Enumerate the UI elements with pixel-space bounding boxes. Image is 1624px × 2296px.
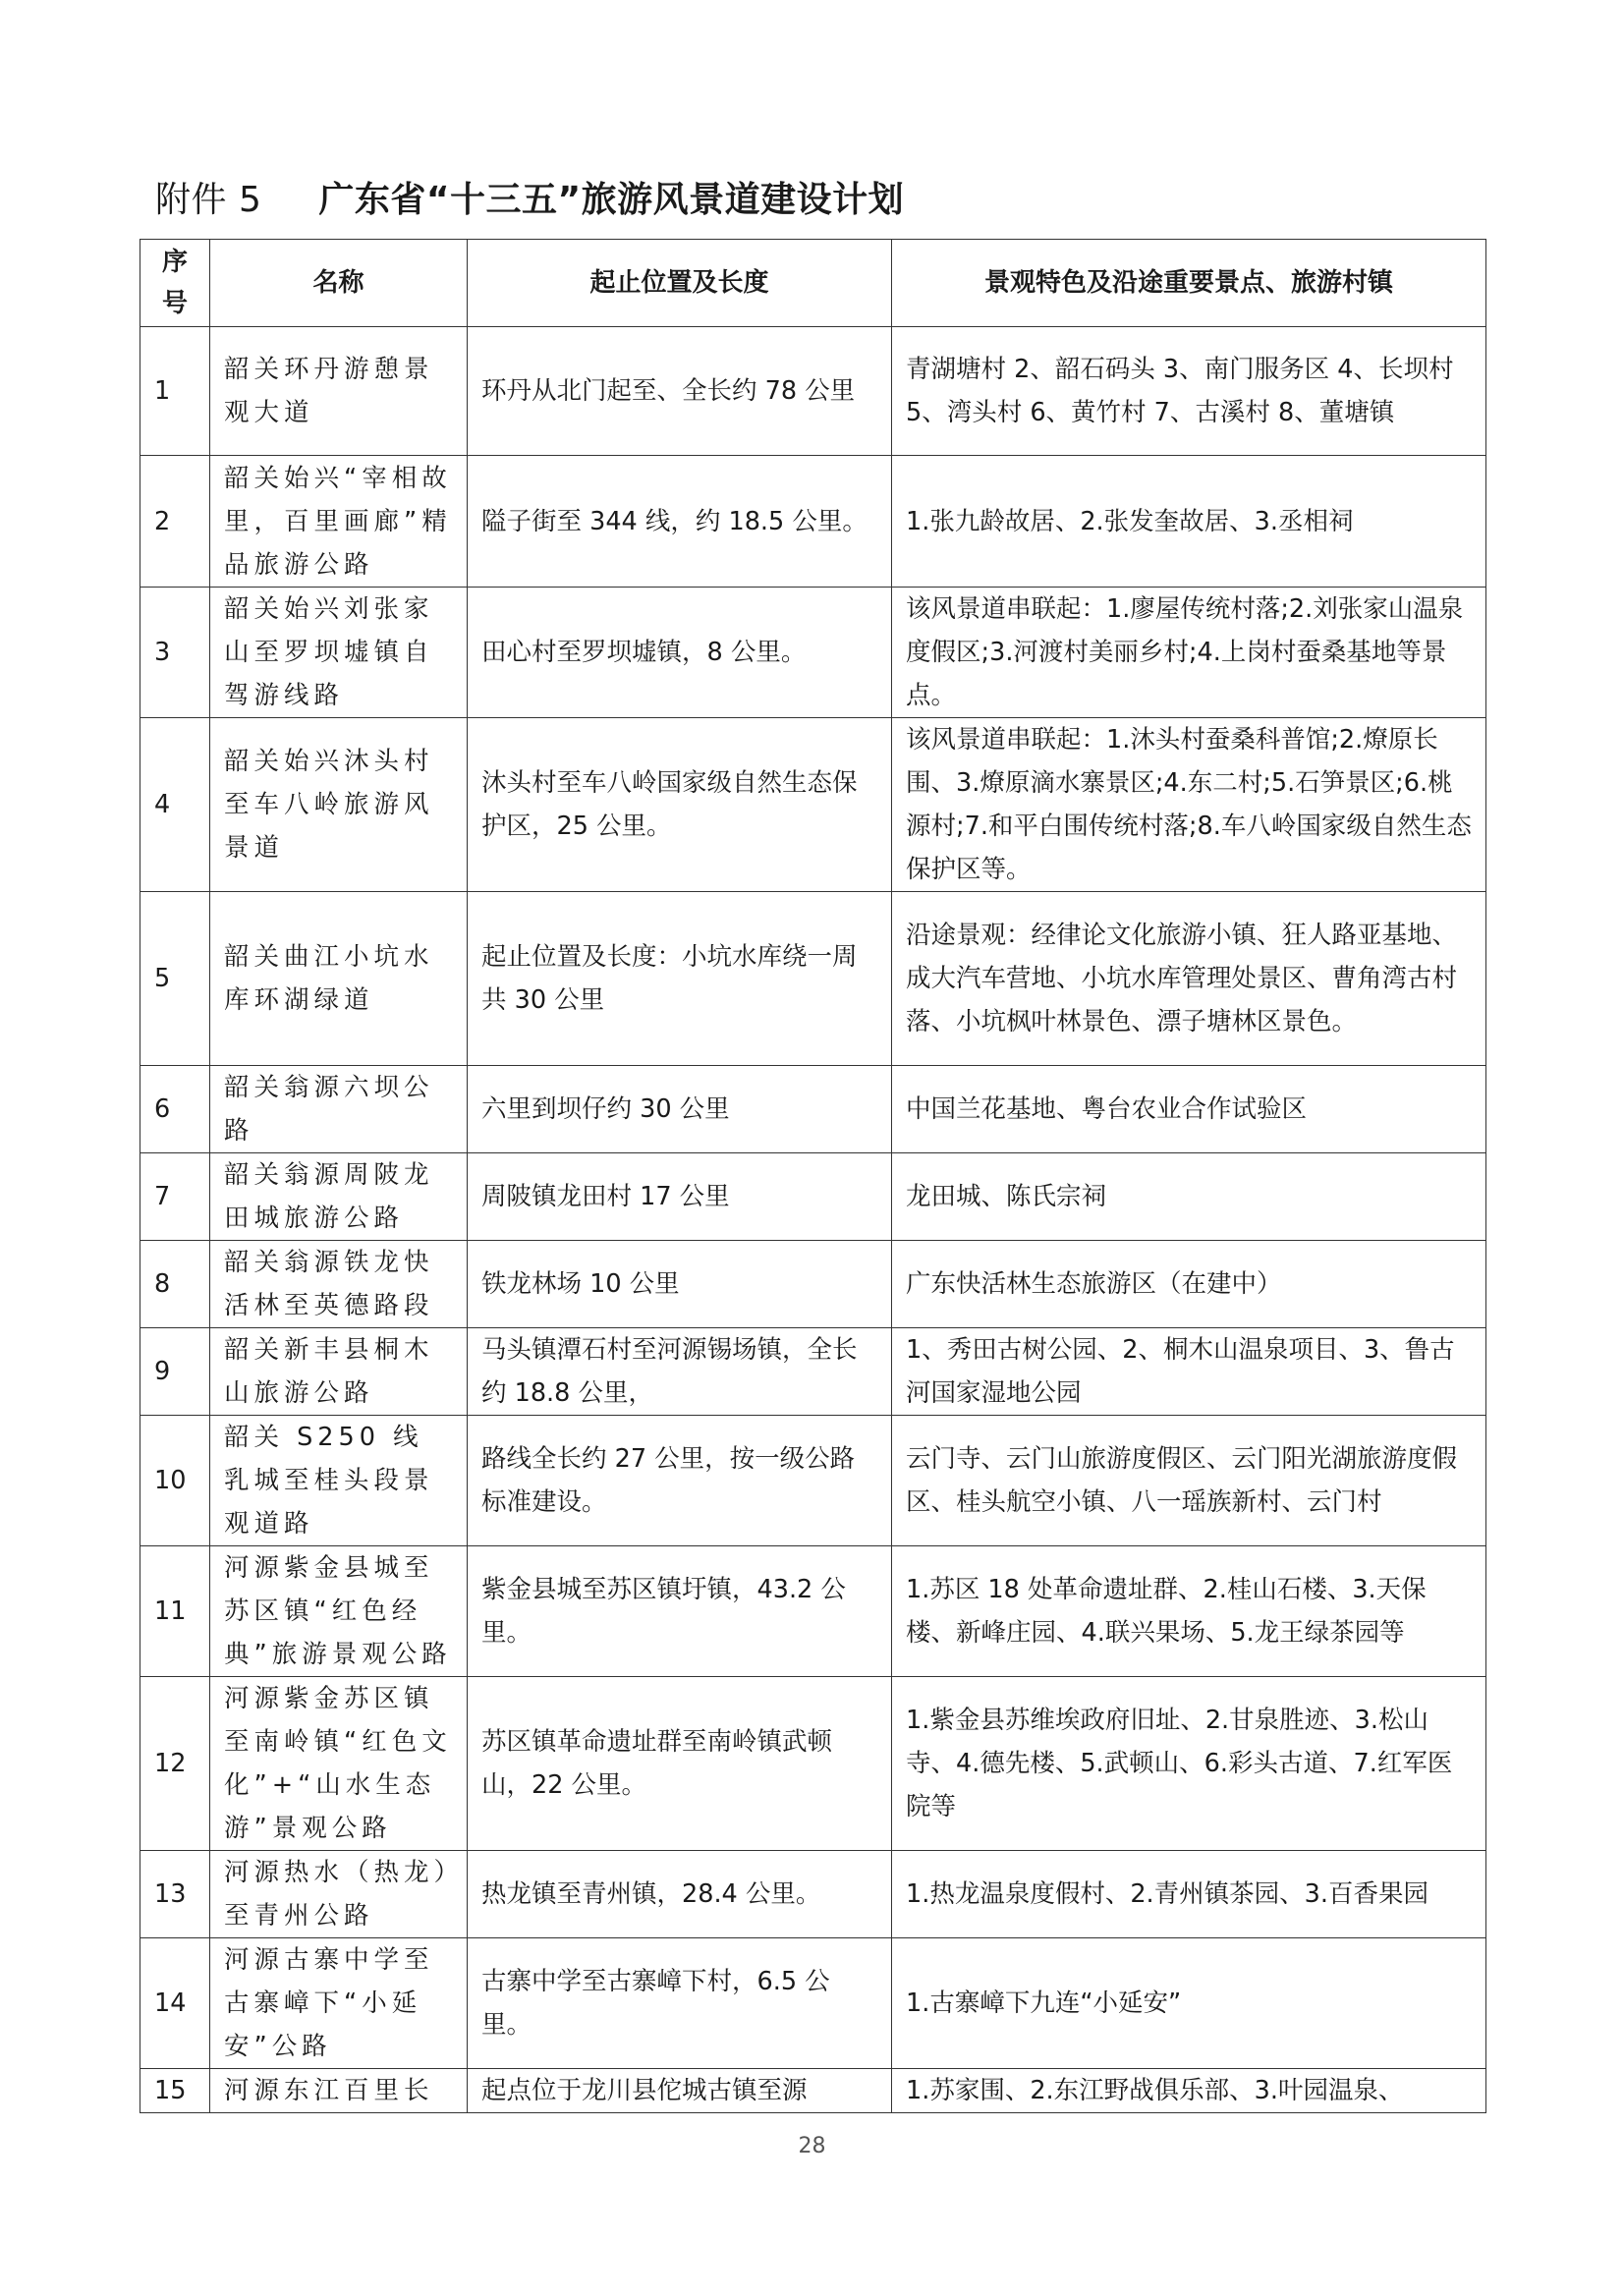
header-seq-line1: 序: [161, 248, 188, 277]
row-features: 沿途景观：经律论文化旅游小镇、狂人路亚基地、成大汽车营地、小坑水库管理处景区、曹角湾古村落、小坑枫叶林景色、漂子塘林区景色。: [892, 892, 1486, 1066]
row-seq: 5: [140, 892, 210, 1066]
row-features: 龙田城、陈氏宗祠: [892, 1153, 1486, 1241]
row-seq: 11: [140, 1546, 210, 1677]
row-location: 马头镇潭石村至河源锡场镇，全长约 18.8 公里，: [468, 1328, 892, 1416]
row-location: 田心村至罗坝墟镇，8 公里。: [468, 588, 892, 718]
row-features: 1.古寨嶂下九连“小延安”: [892, 1938, 1486, 2069]
header-seq-line2: 号: [161, 289, 188, 318]
row-name: 韶关翁源六坝公路: [210, 1066, 468, 1153]
row-seq: 7: [140, 1153, 210, 1241]
annex-label: 附件 5: [155, 180, 262, 220]
row-seq: 13: [140, 1851, 210, 1938]
row-name: 河源古寨中学至古寨嶂下“小延安”公路: [210, 1938, 468, 2069]
table-row: [140, 456, 1486, 588]
row-seq: 14: [140, 1938, 210, 2069]
header-features: 景观特色及沿途重要景点、旅游村镇: [892, 240, 1486, 327]
table-row: [140, 1851, 1486, 1938]
header-location: 起止位置及长度: [468, 240, 892, 327]
table-row: [140, 1241, 1486, 1328]
row-location: 路线全长约 27 公里，按一级公路标准建设。: [468, 1416, 892, 1546]
row-location: 紫金县城至苏区镇圩镇，43.2 公里。: [468, 1546, 892, 1677]
row-location: 起点位于龙川县佗城古镇至源: [468, 2069, 892, 2113]
row-features: 1.苏家围、2.东江野战俱乐部、3.叶园温泉、: [892, 2069, 1486, 2113]
row-seq: 15: [140, 2069, 210, 2113]
row-name: 河源东江百里长: [210, 2069, 468, 2113]
row-location: 古寨中学至古寨嶂下村，6.5 公里。: [468, 1938, 892, 2069]
row-features: 广东快活林生态旅游区（在建中）: [892, 1241, 1486, 1328]
row-location: 起止位置及长度：小坑水库绕一周共 30 公里: [468, 892, 892, 1066]
table-row: [140, 2069, 1486, 2113]
row-name: 韶关翁源周陂龙田城旅游公路: [210, 1153, 468, 1241]
row-name: 韶关新丰县桐木山旅游公路: [210, 1328, 468, 1416]
row-features: 云门寺、云门山旅游度假区、云门阳光湖旅游度假区、桂头航空小镇、八一瑶族新村、云门村: [892, 1416, 1486, 1546]
row-name: 韶关翁源铁龙快活林至英德路段: [210, 1241, 468, 1328]
row-name: 韶关始兴沐头村至车八岭旅游风景道: [210, 718, 468, 892]
row-seq: 3: [140, 588, 210, 718]
row-seq: 8: [140, 1241, 210, 1328]
row-location: 沐头村至车八岭国家级自然生态保护区，25 公里。: [468, 718, 892, 892]
row-name: 河源紫金县城至苏区镇“红色经典”旅游景观公路: [210, 1546, 468, 1677]
row-location: 六里到坝仔约 30 公里: [468, 1066, 892, 1153]
row-features: 该风景道串联起：1.沐头村蚕桑科普馆;2.燎原长围、3.燎原滴水寨景区;4.东二村;5.石笋景区;6.桃源村;7.和平白围传统村落;8.车八岭国家级自然生态保护区等。: [892, 718, 1486, 892]
table-row: [140, 1153, 1486, 1241]
row-features: 1.苏区 18 处革命遗址群、2.桂山石楼、3.天保楼、新峰庄园、4.联兴果场、5.龙王绿茶园等: [892, 1546, 1486, 1677]
row-seq: 4: [140, 718, 210, 892]
row-location: 周陂镇龙田村 17 公里: [468, 1153, 892, 1241]
header-seq: [140, 240, 210, 327]
row-location: 苏区镇革命遗址群至南岭镇武顿山，22 公里。: [468, 1677, 892, 1851]
table-row: [140, 1677, 1486, 1851]
row-features: 1、秀田古树公园、2、桐木山温泉项目、3、鲁古河国家湿地公园: [892, 1328, 1486, 1416]
scenic-byway-plan-table: [140, 239, 1486, 2113]
row-features: 1.紫金县苏维埃政府旧址、2.甘泉胜迹、3.松山寺、4.德先楼、5.武顿山、6.彩头古道、7.红军医院等: [892, 1677, 1486, 1851]
row-seq: 2: [140, 456, 210, 588]
table-row: [140, 1938, 1486, 2069]
page-title: 广东省“十三五”旅游风景道建设计划: [318, 180, 905, 220]
table-row: [140, 1416, 1486, 1546]
row-features: 青湖塘村 2、韶石码头 3、南门服务区 4、长坝村 5、湾头村 6、黄竹村 7、古溪村 8、董塘镇: [892, 327, 1486, 456]
row-name: 韶关始兴刘张家山至罗坝墟镇自驾游线路: [210, 588, 468, 718]
document-title: [155, 172, 904, 222]
row-features: 1.张九龄故居、2.张发奎故居、3.丞相祠: [892, 456, 1486, 588]
row-location: 环丹从北门起至、全长约 78 公里: [468, 327, 892, 456]
row-name: 韶关 S250 线乳城至桂头段景观道路: [210, 1416, 468, 1546]
row-location: 铁龙林场 10 公里: [468, 1241, 892, 1328]
table-row: [140, 892, 1486, 1066]
table-row: [140, 1546, 1486, 1677]
row-seq: 10: [140, 1416, 210, 1546]
row-seq: 12: [140, 1677, 210, 1851]
row-name: 韶关曲江小坑水库环湖绿道: [210, 892, 468, 1066]
header-name: 名称: [210, 240, 468, 327]
row-seq: 9: [140, 1328, 210, 1416]
row-features: 中国兰花基地、粤台农业合作试验区: [892, 1066, 1486, 1153]
table-row: [140, 1066, 1486, 1153]
table-row: [140, 1328, 1486, 1416]
table-row: [140, 588, 1486, 718]
row-features: 该风景道串联起：1.廖屋传统村落;2.刘张家山温泉度假区;3.河渡村美丽乡村;4.上岗村蚕桑基地等景点。: [892, 588, 1486, 718]
table-row: [140, 327, 1486, 456]
row-location: 热龙镇至青州镇，28.4 公里。: [468, 1851, 892, 1938]
table-header-row: [140, 240, 1486, 327]
row-features: 1.热龙温泉度假村、2.青州镇茶园、3.百香果园: [892, 1851, 1486, 1938]
row-seq: 1: [140, 327, 210, 456]
row-name: 河源热水（热龙）至青州公路: [210, 1851, 468, 1938]
table-row: [140, 718, 1486, 892]
row-name: 河源紫金苏区镇至南岭镇“红色文化”+“山水生态游”景观公路: [210, 1677, 468, 1851]
page-number: 28: [798, 2134, 826, 2158]
row-name: 韶关始兴“宰相故里，百里画廊”精品旅游公路: [210, 456, 468, 588]
row-location: 隘子街至 344 线，约 18.5 公里。: [468, 456, 892, 588]
row-name: 韶关环丹游憩景观大道: [210, 327, 468, 456]
row-seq: 6: [140, 1066, 210, 1153]
